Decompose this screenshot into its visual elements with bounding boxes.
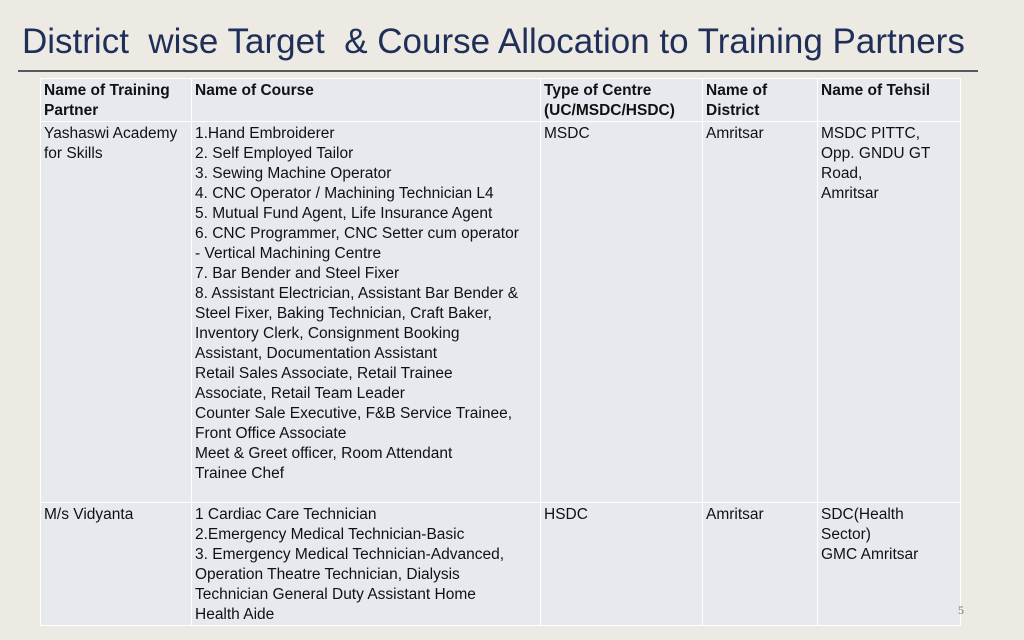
cell-centre-type: HSDC bbox=[541, 503, 703, 626]
cell-partner: Yashaswi Academy for Skills bbox=[41, 122, 192, 503]
header-centre-type: Type of Centre (UC/MSDC/HSDC) bbox=[541, 79, 703, 122]
cell-courses: 1.Hand Embroiderer 2. Self Employed Tailor 3. Sewing Machine Operator 4. CNC Operator / Machining Technician L4 5. Mutual Fund Agent, Life Insurance Agent 6. CNC Programmer, CNC Setter cum operator - Vertical Machining Centre 7. Bar Bender and Steel Fixer 8. Assistant Electrician, Assistant Bar Bender & Steel Fixer, Baking Technician, Craft Baker, Inventory Clerk, Consignment Booking Assistant, Documentation Assistant Retail Sales Associate, Retail Trainee Associate, Retail Team Leader Counter Sale Executive, F&B Service Trainee, Front Office Associate Meet & Greet officer, Room Attendant Trainee Chef bbox=[192, 122, 541, 503]
slide-title: District wise Target & Course Allocation to Training Partners bbox=[22, 22, 965, 61]
cell-district: Amritsar bbox=[703, 122, 818, 503]
header-training-partner: Name of Training Partner bbox=[41, 79, 192, 122]
header-course: Name of Course bbox=[192, 79, 541, 122]
allocation-table bbox=[40, 78, 961, 626]
page-number: 5 bbox=[958, 603, 964, 617]
table-row bbox=[41, 122, 961, 503]
header-tehsil: Name of Tehsil bbox=[818, 79, 961, 122]
table-row bbox=[41, 503, 961, 626]
cell-tehsil: MSDC PITTC, Opp. GNDU GT Road, Amritsar bbox=[818, 122, 961, 503]
title-underline bbox=[18, 70, 978, 72]
cell-district: Amritsar bbox=[703, 503, 818, 626]
cell-tehsil: SDC(Health Sector) GMC Amritsar bbox=[818, 503, 961, 626]
cell-partner: M/s Vidyanta bbox=[41, 503, 192, 626]
cell-courses: 1 Cardiac Care Technician 2.Emergency Medical Technician-Basic 3. Emergency Medical Technician-Advanced, Operation Theatre Technician, Dialysis Technician General Duty Assistant Home Health Aide bbox=[192, 503, 541, 626]
header-district: Name of District bbox=[703, 79, 818, 122]
cell-centre-type: MSDC bbox=[541, 122, 703, 503]
table-header-row bbox=[41, 79, 961, 122]
